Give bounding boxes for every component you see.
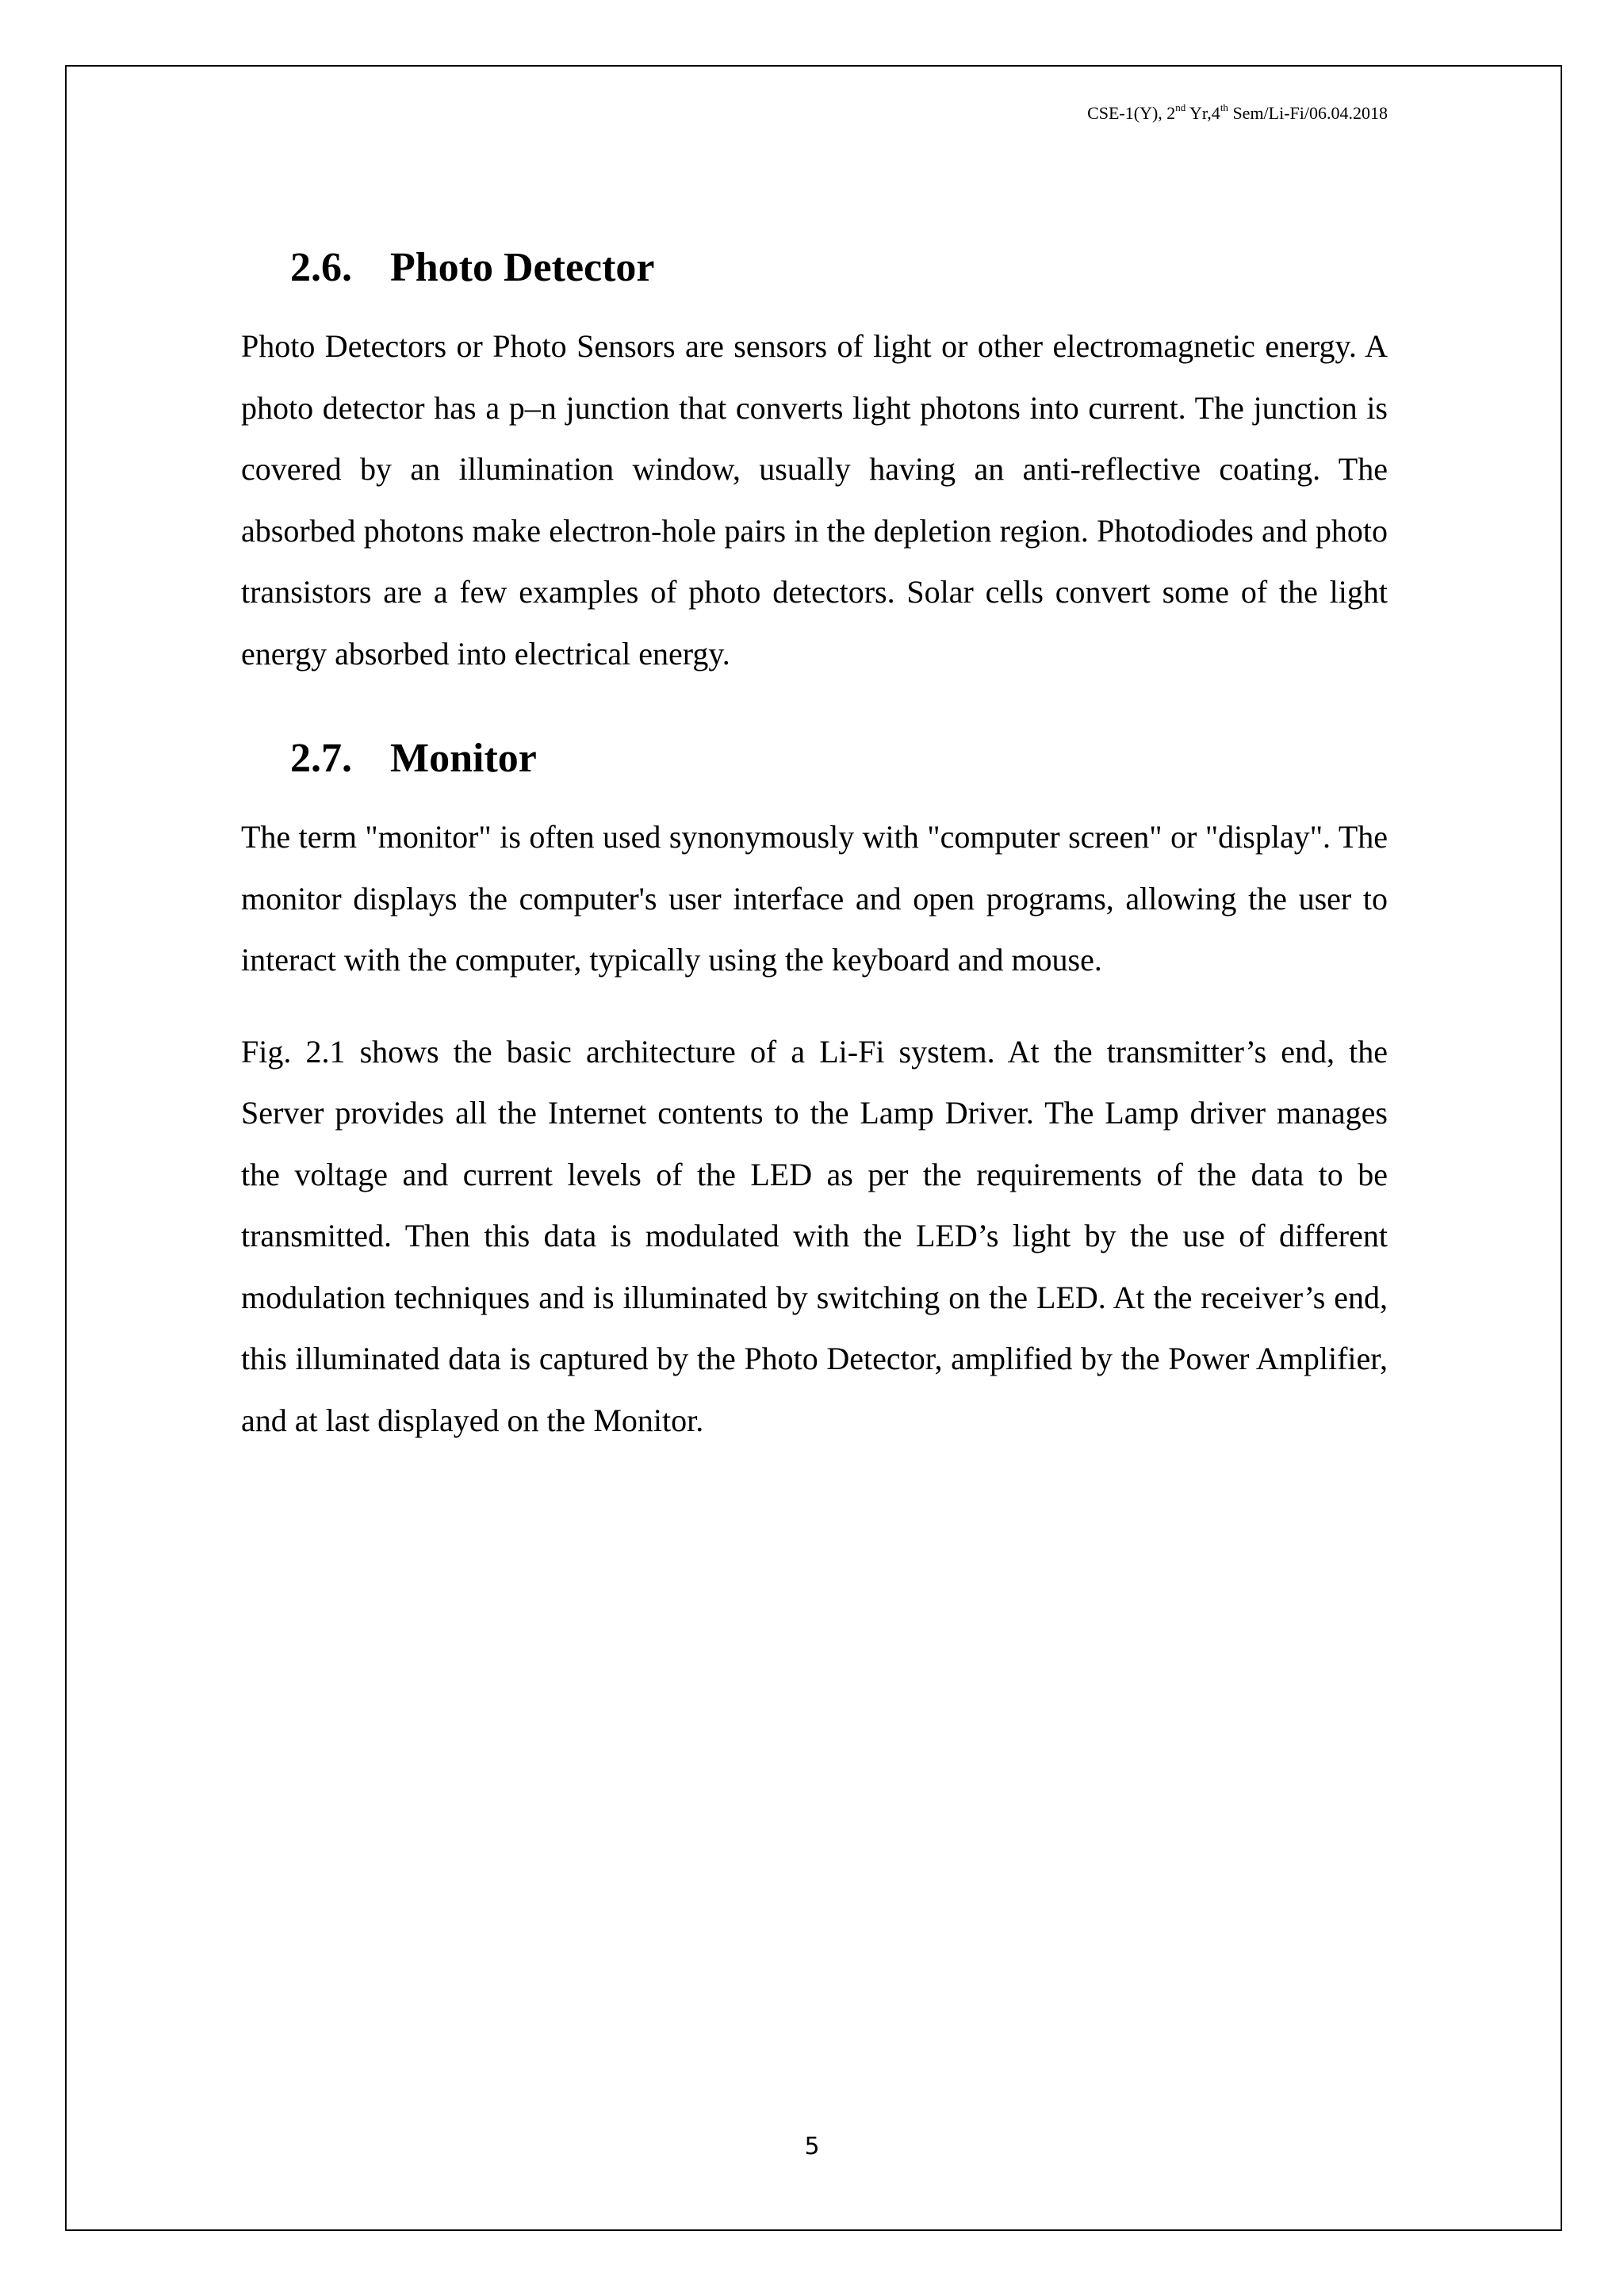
section-number: 2.7.	[290, 736, 352, 781]
header-part3: Sem/Li-Fi/06.04.2018	[1228, 103, 1388, 123]
header-sup2: th	[1220, 101, 1228, 113]
section-number: 2.6.	[290, 245, 352, 290]
paragraph-photo-detector: Photo Detectors or Photo Sensors are sensors of light or other electromagnetic energy. A photo detector has a p–n junction that converts light photons into current. The junction is covered by an illumination window, usually having an anti-reflective coating. The absorbed photons make electron-hole pairs in the depletion region. Photodiodes and photo transistors are a few examples of photo detectors. Solar cells convert some of the light energy absorbed into electrical energy.	[241, 328, 1388, 672]
header-sup1: nd	[1175, 101, 1186, 113]
paragraph-monitor-definition: The term "monitor" is often used synonymously with "computer screen" or "display". The monitor displays the computer's user interface and open programs, allowing the user to interact with the computer, typically using the keyboard and mouse.	[241, 819, 1388, 978]
section-heading-photo-detector	[241, 236, 1388, 300]
header-part2: Yr,4	[1185, 103, 1220, 123]
header-part1: CSE-1(Y), 2	[1087, 103, 1176, 123]
section-title: Photo Detector	[390, 245, 655, 290]
paragraph-lifi-architecture: Fig. 2.1 shows the basic architecture of a Li-Fi system. At the transmitter’s end, the Server provides all the Internet contents to the Lamp Driver. The Lamp driver manages the voltage and current levels of the LED as per the requirements of the data to be transmitted. Then this data is modulated with the LED’s light by the use of different modulation techniques and is illuminated by switching on the LED. At the receiver’s end, this illuminated data is captured by the Photo Detector, amplified by the Power Amplifier, and at last displayed on the Monitor.	[241, 1033, 1388, 1438]
section-heading-monitor	[241, 727, 1388, 790]
running-header	[1087, 101, 1388, 125]
section-title: Monitor	[390, 736, 537, 781]
page-number: 5	[804, 2133, 820, 2160]
document-body	[241, 236, 1388, 1451]
